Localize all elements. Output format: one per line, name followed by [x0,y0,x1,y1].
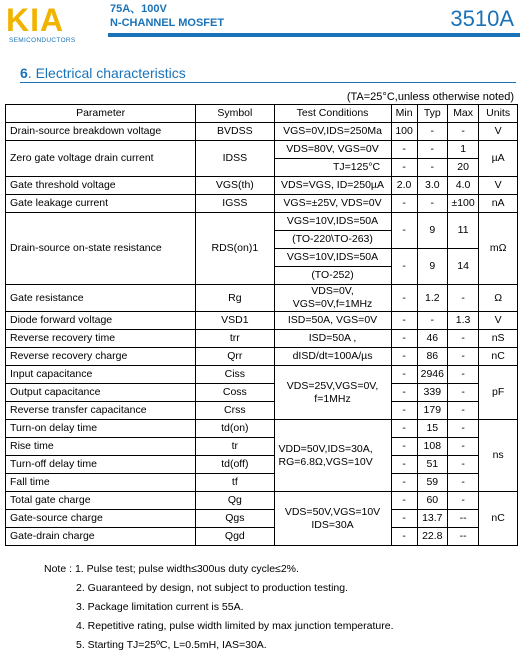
symbol-cell: Qg [196,492,274,510]
condition-line: RG=6.8Ω,VGS=10V [278,455,373,468]
condition-cell: VDS=0V, VGS=0V,f=1MHz [274,285,391,312]
max-cell: 1 [447,141,478,159]
max-cell: - [447,123,478,141]
typ-cell: 15 [417,420,447,438]
param-cell: Reverse recovery charge [6,348,196,366]
col-min: Min [391,105,417,123]
min-cell: - [391,312,417,330]
param-cell: Diode forward voltage [6,312,196,330]
typ-cell: 51 [417,456,447,474]
min-cell: 100 [391,123,417,141]
symbol-cell: tf [196,474,274,492]
condition-cell: (TO-220\TO-263) [274,231,391,249]
typ-cell: 3.0 [417,177,447,195]
min-cell: - [391,249,417,285]
col-test-conditions: Test Conditions [274,105,391,123]
symbol-cell: Ciss [196,366,274,384]
symbol-cell: td(on) [196,420,274,438]
param-cell: Turn-off delay time [6,456,196,474]
table-row [6,141,518,159]
condition-cell: ISD=50A , [274,330,391,348]
typ-cell: - [417,195,447,213]
table-row [6,195,518,213]
condition-line: VDS=50V,VGS=10V [284,505,381,518]
param-cell: Gate-drain charge [6,528,196,546]
section-number: 6 [20,65,28,81]
typ-cell: 9 [417,213,447,249]
max-cell: - [447,330,478,348]
col-typ: Typ [417,105,447,123]
param-cell: Total gate charge [6,492,196,510]
max-cell: ±100 [447,195,478,213]
max-cell: - [447,366,478,384]
table-row [6,177,518,195]
table-row [6,528,518,546]
symbol-cell: RDS(on)1 [196,213,274,285]
section-rule [20,82,516,83]
min-cell: - [391,474,417,492]
param-cell: Gate resistance [6,285,196,312]
table-header-row [6,105,518,123]
table-row [6,492,518,510]
table-row [6,330,518,348]
symbol-cell: Qgs [196,510,274,528]
max-cell: - [447,402,478,420]
typ-cell: 179 [417,402,447,420]
condition-cell [274,492,391,546]
col-parameter: Parameter [6,105,196,123]
unit-cell: nC [479,348,518,366]
table-row [6,366,518,384]
symbol-cell: VSD1 [196,312,274,330]
table-row [6,420,518,438]
table-row [6,474,518,492]
section-title: Electrical characteristics [35,65,186,81]
min-cell: - [391,330,417,348]
min-cell: - [391,456,417,474]
max-cell: 20 [447,159,478,177]
unit-cell: µA [479,141,518,177]
unit-cell: V [479,312,518,330]
max-cell: -- [447,510,478,528]
unit-cell: mΩ [479,213,518,285]
max-cell: - [447,285,478,312]
unit-cell: nC [479,492,518,546]
max-cell: - [447,438,478,456]
condition-cell: VGS=±25V, VDS=0V [274,195,391,213]
condition-line: f=1MHz [314,392,351,405]
condition-line: VDD=50V,IDS=30A, [278,442,373,455]
max-cell: - [447,492,478,510]
min-cell: - [391,195,417,213]
typ-cell: 59 [417,474,447,492]
note-2: 2. Guaranteed by design, not subject to production testing. [76,582,349,594]
min-cell: - [391,528,417,546]
symbol-cell: Qrr [196,348,274,366]
product-type: N-CHANNEL MOSFET [110,17,225,29]
param-cell: Drain-source on-state resistance [6,213,196,285]
symbol-cell: trr [196,330,274,348]
condition-cell: ISD=50A, VGS=0V [274,312,391,330]
symbol-cell: Rg [196,285,274,312]
unit-cell: V [479,177,518,195]
param-cell: Gate-source charge [6,510,196,528]
typ-cell: - [417,312,447,330]
table-row [6,285,518,312]
note-text: 1. Pulse test; pulse width≤300us duty cycle≤2%. [74,563,299,575]
typ-cell: 13.7 [417,510,447,528]
max-cell: 14 [447,249,478,285]
param-cell: Turn-on delay time [6,420,196,438]
typ-cell: 339 [417,384,447,402]
typ-cell: 1.2 [417,285,447,312]
min-cell: - [391,402,417,420]
max-cell: - [447,474,478,492]
param-cell: Drain-source breakdown voltage [6,123,196,141]
symbol-cell: Coss [196,384,274,402]
condition-cell [274,420,391,492]
max-cell: - [447,384,478,402]
param-cell: Fall time [6,474,196,492]
min-cell: - [391,159,417,177]
condition-cell: VGS=10V,IDS=50A [274,213,391,231]
unit-cell: nS [479,330,518,348]
col-symbol: Symbol [196,105,274,123]
typ-cell: 9 [417,249,447,285]
note-5: 5. Starting TJ=25ºC, L=0.5mH, IAS=30A. [76,639,267,651]
param-cell: Output capacitance [6,384,196,402]
note-3: 3. Package limitation current is 55A. [76,601,244,613]
unit-cell: pF [479,366,518,420]
product-rating: 75A、100V [110,3,167,15]
max-cell: 1.3 [447,312,478,330]
notes [44,560,394,655]
condition-cell: dISD/dt=100A/µs [274,348,391,366]
unit-cell: ns [479,420,518,492]
table-row [6,123,518,141]
product-description [110,2,224,30]
typ-cell: - [417,123,447,141]
max-cell: 4.0 [447,177,478,195]
symbol-cell: Qgd [196,528,274,546]
table-row [6,402,518,420]
symbol-cell: tr [196,438,274,456]
typ-cell: - [417,159,447,177]
symbol-cell: IDSS [196,141,274,177]
param-cell: Gate threshold voltage [6,177,196,195]
max-cell: - [447,348,478,366]
electrical-characteristics-table [5,104,518,546]
unit-cell: nA [479,195,518,213]
param-cell: Reverse transfer capacitance [6,402,196,420]
param-cell: Reverse recovery time [6,330,196,348]
symbol-cell: td(off) [196,456,274,474]
note-1 [44,560,394,579]
section-heading: 6. Electrical characteristics [20,65,186,81]
min-cell: - [391,492,417,510]
symbol-cell: BVDSS [196,123,274,141]
min-cell: - [391,366,417,384]
min-cell: - [391,285,417,312]
min-cell: - [391,438,417,456]
condition-line: VDS=25V,VGS=0V, [286,379,379,392]
min-cell: 2.0 [391,177,417,195]
symbol-cell: IGSS [196,195,274,213]
table-row [6,312,518,330]
table-row [6,438,518,456]
part-number: 3510A [450,6,514,31]
symbol-cell: VGS(th) [196,177,274,195]
min-cell: - [391,141,417,159]
col-units: Units [479,105,518,123]
param-cell: Rise time [6,438,196,456]
typ-cell: 108 [417,438,447,456]
note-4: 4. Repetitive rating, pulse width limited by max junction temperature. [76,620,394,632]
table-row [6,384,518,402]
condition-cell: VDS=VGS, ID=250µA [274,177,391,195]
header-rule [108,33,520,37]
kia-logo: KIA [6,2,65,38]
symbol-cell: Crss [196,402,274,420]
param-cell: Zero gate voltage drain current [6,141,196,177]
table-row [6,213,518,231]
typ-cell: 46 [417,330,447,348]
logo-subtitle: SEMICONDUCTORS [9,37,76,44]
condition-line: IDS=30A [311,518,354,531]
note-label: Note : [44,563,73,575]
max-cell: 11 [447,213,478,249]
min-cell: - [391,213,417,249]
min-cell: - [391,420,417,438]
condition-cell: VDS=80V, VGS=0V [274,141,391,159]
condition-cell: TJ=125°C [274,159,391,177]
unit-cell: V [479,123,518,141]
typ-cell: 2946 [417,366,447,384]
typ-cell: - [417,141,447,159]
col-max: Max [447,105,478,123]
typ-cell: 86 [417,348,447,366]
min-cell: - [391,384,417,402]
condition-cell: VGS=0V,IDS=250Ma [274,123,391,141]
min-cell: - [391,510,417,528]
unit-cell: Ω [479,285,518,312]
condition-cell: (TO-252) [274,267,391,285]
param-cell: Input capacitance [6,366,196,384]
table-row [6,510,518,528]
typ-cell: 22.8 [417,528,447,546]
conditions-note: (TA=25°C,unless otherwise noted) [346,91,514,103]
max-cell: - [447,456,478,474]
max-cell: -- [447,528,478,546]
table-row [6,456,518,474]
min-cell: - [391,348,417,366]
condition-cell [274,366,391,420]
table-row [6,348,518,366]
param-cell: Gate leakage current [6,195,196,213]
typ-cell: 60 [417,492,447,510]
condition-cell: VGS=10V,IDS=50A [274,249,391,267]
max-cell: - [447,420,478,438]
